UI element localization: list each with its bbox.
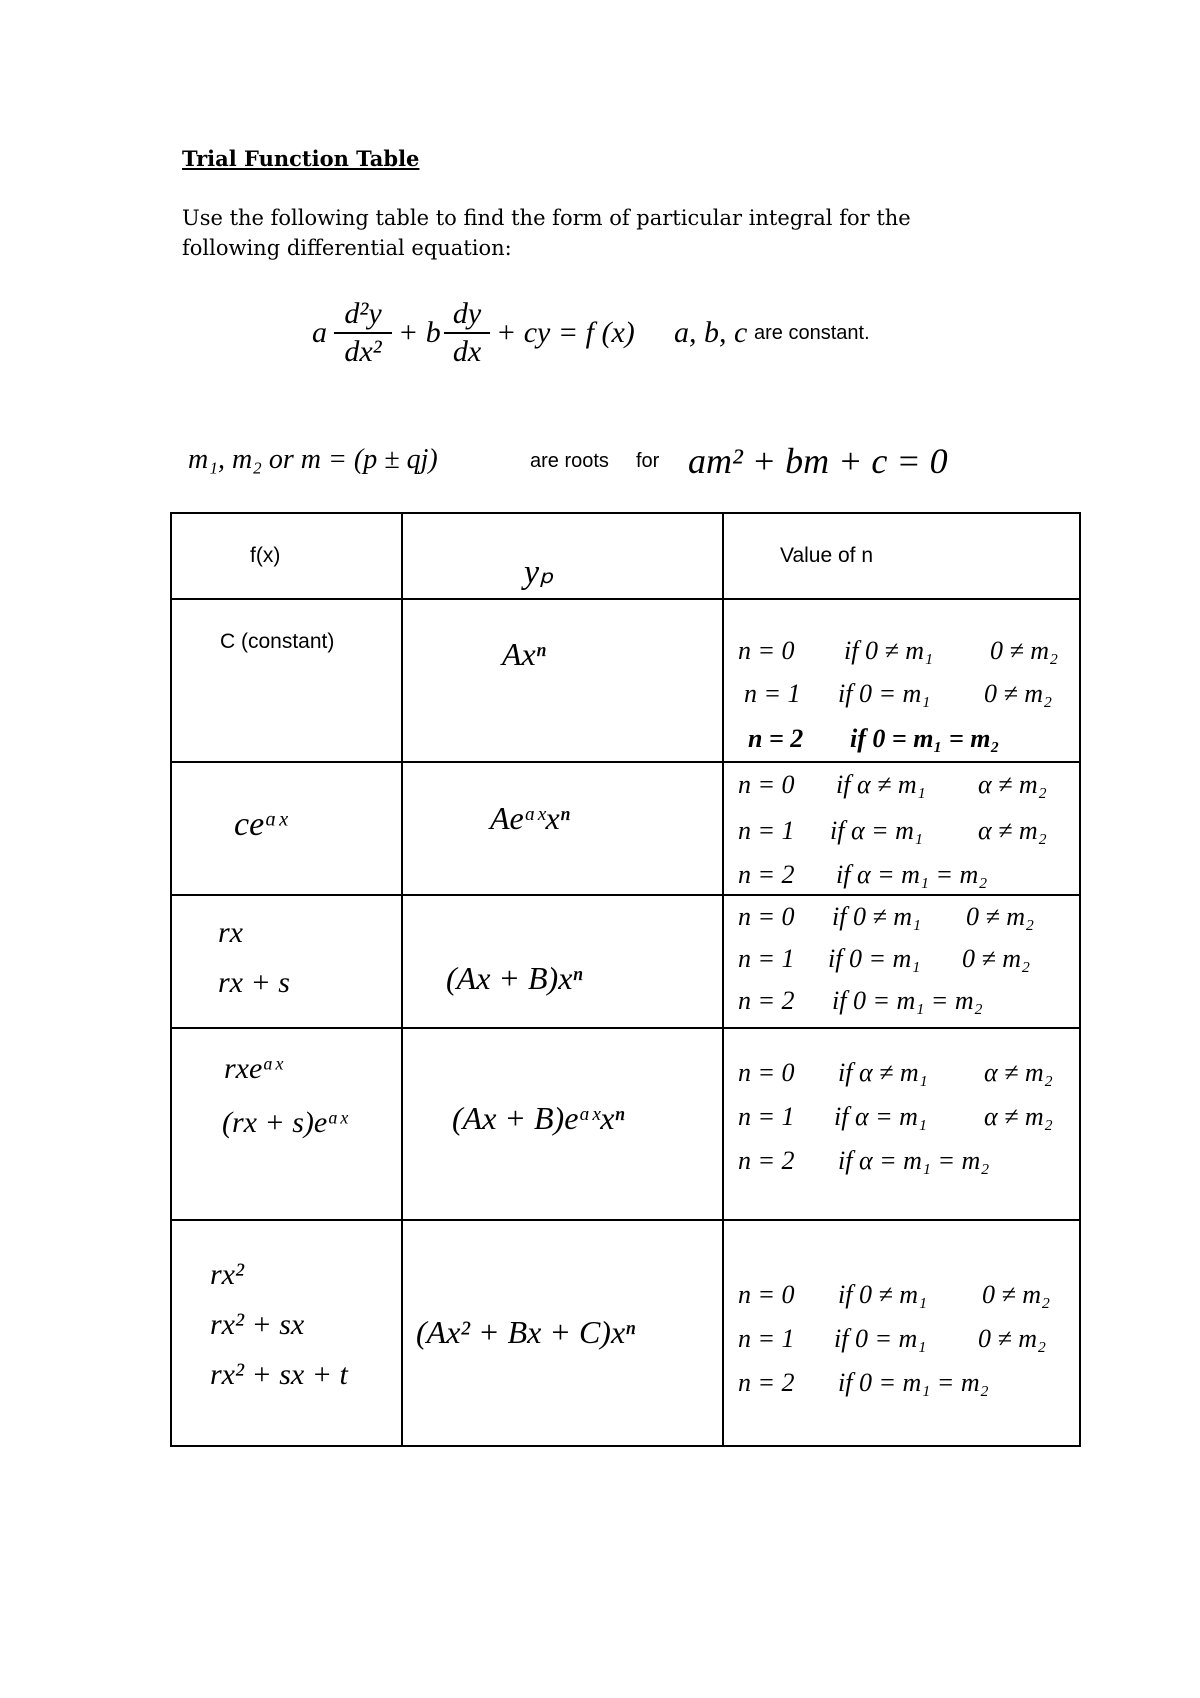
condition-text: 0 ≠ m₂ (966, 902, 1035, 931)
condition-text: α ≠ m₂ (978, 770, 1047, 799)
table-divider (172, 598, 1079, 600)
condition-text: 0 ≠ m₂ (990, 636, 1059, 665)
condition-text: 0 ≠ m₂ (962, 944, 1031, 973)
condition-text: if 0 = m₁ (838, 679, 931, 708)
eq-num1: d²y (344, 297, 382, 330)
condition-text: if 0 = m₁ (834, 1324, 927, 1353)
row4-fx-1: (rx + s)eᵅˣ (222, 1106, 348, 1139)
page-title: Trial Function Table (182, 146, 420, 171)
eq-plus-b: + b (398, 316, 441, 349)
eq-coeff-a: a (312, 316, 327, 349)
roots-for: for (636, 450, 660, 472)
eq-fraction-second-derivative (334, 296, 392, 370)
condition-text: if 0 ≠ m₁ (832, 902, 922, 931)
condition-text: n = 0 (738, 902, 795, 931)
row3-yp: (Ax + B)xⁿ (446, 960, 583, 996)
condition-text: α ≠ m₂ (984, 1102, 1053, 1131)
condition-text: n = 0 (738, 770, 795, 799)
condition-text: α ≠ m₂ (978, 816, 1047, 845)
condition-text: n = 1 (738, 944, 795, 973)
header-yp: yₚ (524, 554, 554, 591)
eq-fraction-first-derivative (444, 296, 490, 370)
condition-text: 0 ≠ m₂ (984, 679, 1053, 708)
condition-text: n = 0 (738, 1280, 795, 1309)
table-divider (401, 514, 403, 1445)
table-divider (172, 894, 1079, 896)
condition-text: if α = m₁ = m₂ (836, 860, 988, 889)
condition-text: if 0 = m₁ = m₂ (850, 724, 1000, 753)
condition-text: n = 2 (748, 724, 804, 753)
eq-den2: dx (452, 335, 482, 368)
roots-lhs: m₁, m₂ or m = (p ± qj) (188, 444, 438, 475)
eq-rest: + cy = f (x) (496, 316, 635, 349)
intro-paragraph: Use the following table to find the form of particular integral for the following differential equation: (182, 206, 911, 260)
condition-text: if α = m₁ (834, 1102, 927, 1131)
trial-function-table (170, 512, 1081, 1447)
condition-text: n = 1 (738, 1324, 795, 1353)
condition-text: if α ≠ m₁ (838, 1058, 928, 1087)
condition-text: if 0 = m₁ = m₂ (838, 1368, 989, 1397)
eq-constants-note: are constant. (754, 322, 870, 344)
condition-text: n = 1 (738, 816, 795, 845)
row1-yp: Axⁿ (502, 636, 546, 672)
row2-yp: Aeᵅˣxⁿ (490, 800, 570, 836)
condition-text: n = 2 (738, 1368, 795, 1397)
condition-text: if 0 ≠ m₁ (844, 636, 934, 665)
table-divider (172, 761, 1079, 763)
condition-text: α ≠ m₂ (984, 1058, 1053, 1087)
row5-fx-1: rx² + sx (210, 1308, 305, 1341)
row3-fx-0: rx (218, 916, 243, 949)
row5-yp: (Ax² + Bx + C)xⁿ (416, 1314, 636, 1350)
table-divider (172, 1027, 1079, 1029)
condition-text: n = 2 (738, 860, 795, 889)
characteristic-equation: am² + bm + c = 0 (688, 441, 948, 481)
eq-num2: dy (452, 297, 482, 330)
roots-are-roots: are roots (530, 450, 609, 472)
condition-text: if α ≠ m₁ (836, 770, 926, 799)
condition-text: 0 ≠ m₂ (978, 1324, 1047, 1353)
condition-text: 0 ≠ m₂ (982, 1280, 1051, 1309)
condition-text: if α = m₁ (830, 816, 923, 845)
condition-text: if 0 ≠ m₁ (838, 1280, 928, 1309)
condition-text: if α = m₁ = m₂ (838, 1146, 990, 1175)
row4-yp: (Ax + B)eᵅˣxⁿ (452, 1100, 625, 1136)
condition-text: n = 0 (738, 1058, 795, 1087)
row2-fx: ceᵅˣ (234, 806, 288, 843)
header-value-of-n: Value of n (780, 544, 874, 567)
row3-fx-1: rx + s (218, 966, 290, 999)
condition-text: n = 1 (744, 679, 801, 708)
condition-text: n = 0 (738, 636, 795, 665)
condition-text: if 0 = m₁ (828, 944, 921, 973)
row5-fx-0: rx² (210, 1258, 244, 1291)
row4-fx-0: rxeᵅˣ (224, 1052, 283, 1085)
condition-text: n = 2 (738, 986, 795, 1015)
row1-fx: C (constant) (220, 630, 335, 653)
table-divider (722, 514, 724, 1445)
eq-constants: a, b, c (674, 316, 748, 349)
condition-text: n = 2 (738, 1146, 795, 1175)
eq-den1: dx² (344, 335, 382, 368)
table-divider (172, 1219, 1079, 1221)
condition-text: if 0 = m₁ = m₂ (832, 986, 983, 1015)
header-fx: f(x) (250, 544, 281, 567)
condition-text: n = 1 (738, 1102, 795, 1131)
row5-fx-2: rx² + sx + t (210, 1358, 348, 1391)
